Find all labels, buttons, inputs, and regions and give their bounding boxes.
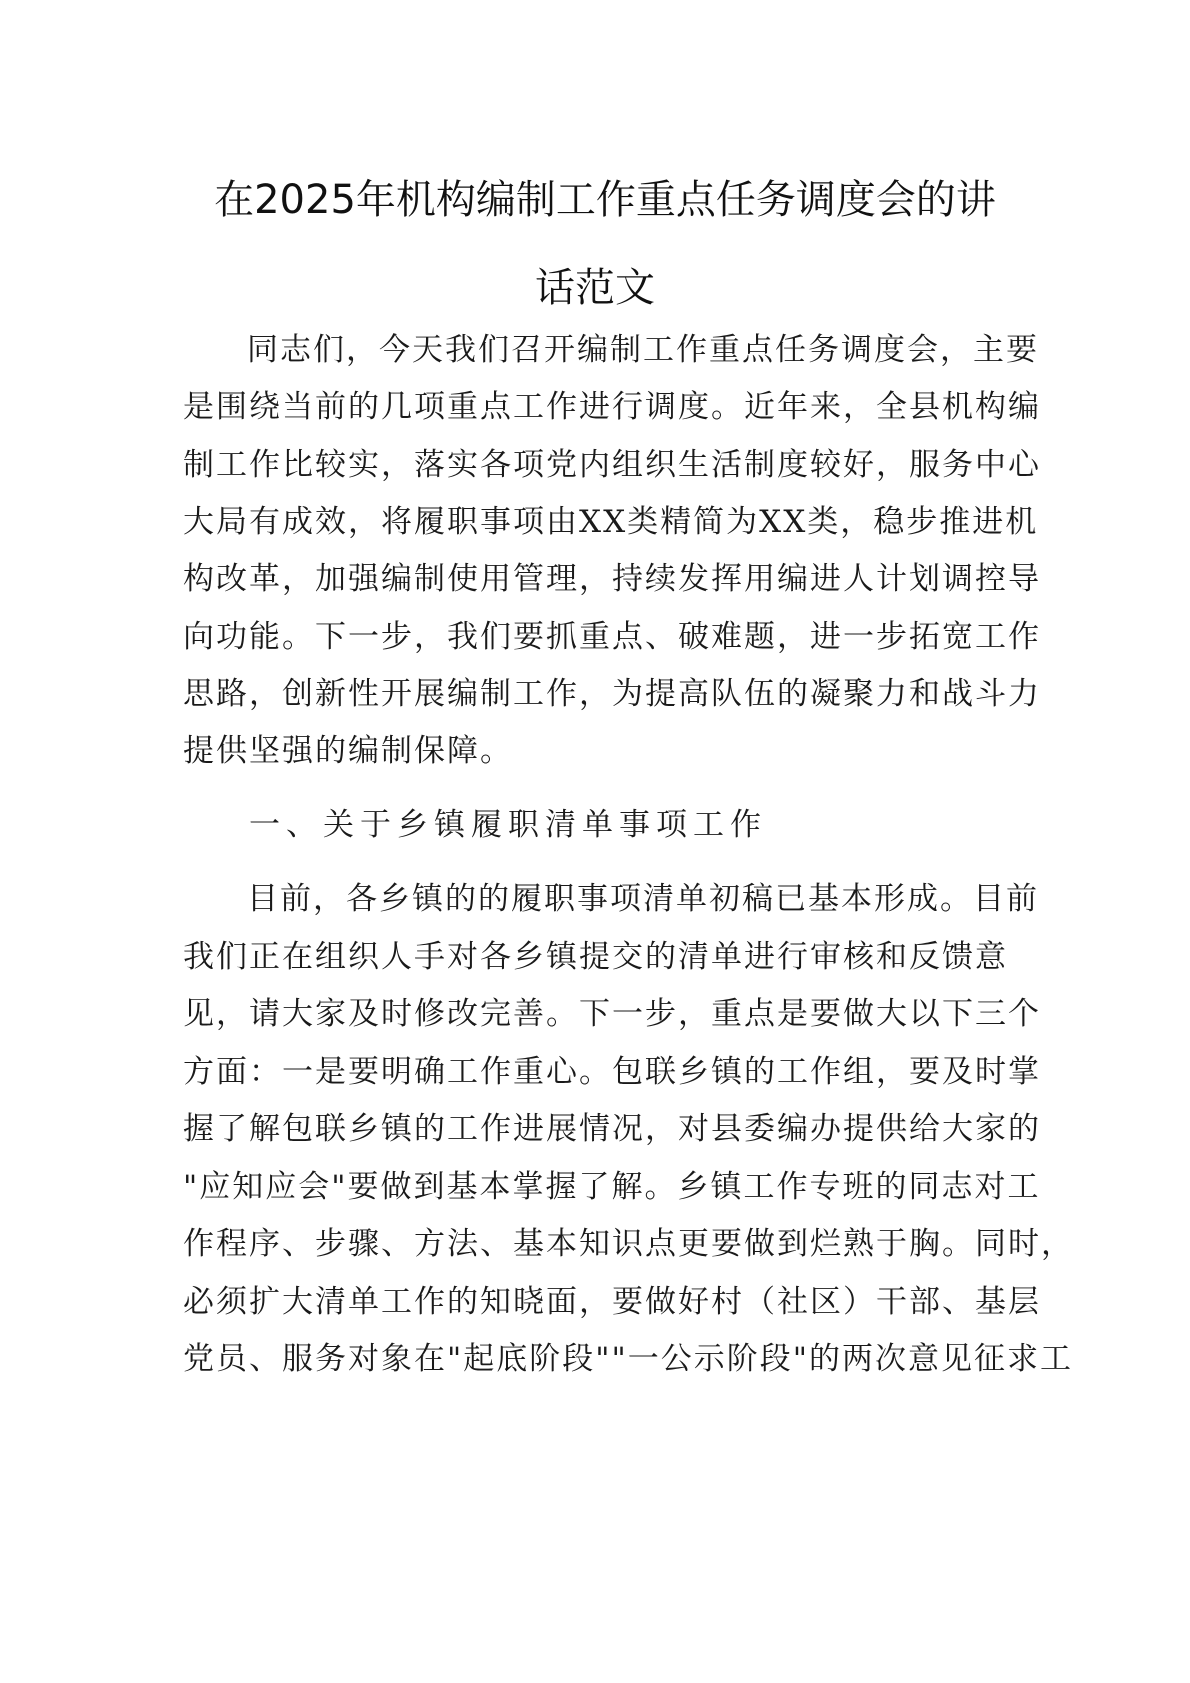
paragraph-1-line-2: 是围绕当前的几项重点工作进行调度。近年来，全县机构编 (183, 389, 1041, 425)
paragraph-2-line-1: 目前，各乡镇的的履职事项清单初稿已基本形成。目前 (247, 881, 1039, 917)
paragraph-2-line-4: 方面：一是要明确工作重心。包联乡镇的工作组，要及时掌 (183, 1054, 1041, 1090)
section-heading-1: 一、关于乡镇履职清单事项工作 (249, 807, 767, 843)
paragraph-1-line-5: 构改革，加强编制使用管理，持续发挥用编进人计划调控导 (183, 561, 1041, 597)
paragraph-2-line-7: 作程序、步骤、方法、基本知识点更要做到烂熟于胸。同时， (183, 1226, 1074, 1262)
paragraph-2-line-6: "应知应会"要做到基本掌握了解。乡镇工作专班的同志对工 (183, 1169, 1041, 1205)
paragraph-1-line-6: 向功能。下一步，我们要抓重点、破难题，进一步拓宽工作 (183, 619, 1041, 655)
paragraph-1-line-7: 思路，创新性开展编制工作，为提高队伍的凝聚力和战斗力 (183, 676, 1041, 712)
paragraph-1-line-3: 制工作比较实，落实各项党内组织生活制度较好，服务中心 (183, 447, 1041, 483)
document-title-line-2: 话范文 (535, 265, 655, 311)
paragraph-2-line-5: 握了解包联乡镇的工作进展情况，对县委编办提供给大家的 (183, 1111, 1041, 1147)
paragraph-1-line-8: 提供坚强的编制保障。 (183, 733, 513, 769)
paragraph-1-line-1: 同志们，今天我们召开编制工作重点任务调度会，主要 (247, 332, 1039, 368)
document-title-line-1: 在2025年机构编制工作重点任务调度会的讲 (214, 177, 996, 223)
paragraph-2-line-9: 党员、服务对象在"起底阶段""一公示阶段"的两次意见征求工 (183, 1341, 1074, 1377)
paragraph-2-line-3: 见，请大家及时修改完善。下一步，重点是要做大以下三个 (183, 996, 1041, 1032)
paragraph-2-line-8: 必须扩大清单工作的知晓面，要做好村（社区）干部、基层 (183, 1284, 1041, 1320)
paragraph-1-line-4: 大局有成效，将履职事项由XX类精简为XX类，稳步推进机 (183, 504, 1039, 540)
paragraph-2-line-2: 我们正在组织人手对各乡镇提交的清单进行审核和反馈意 (183, 939, 1008, 975)
